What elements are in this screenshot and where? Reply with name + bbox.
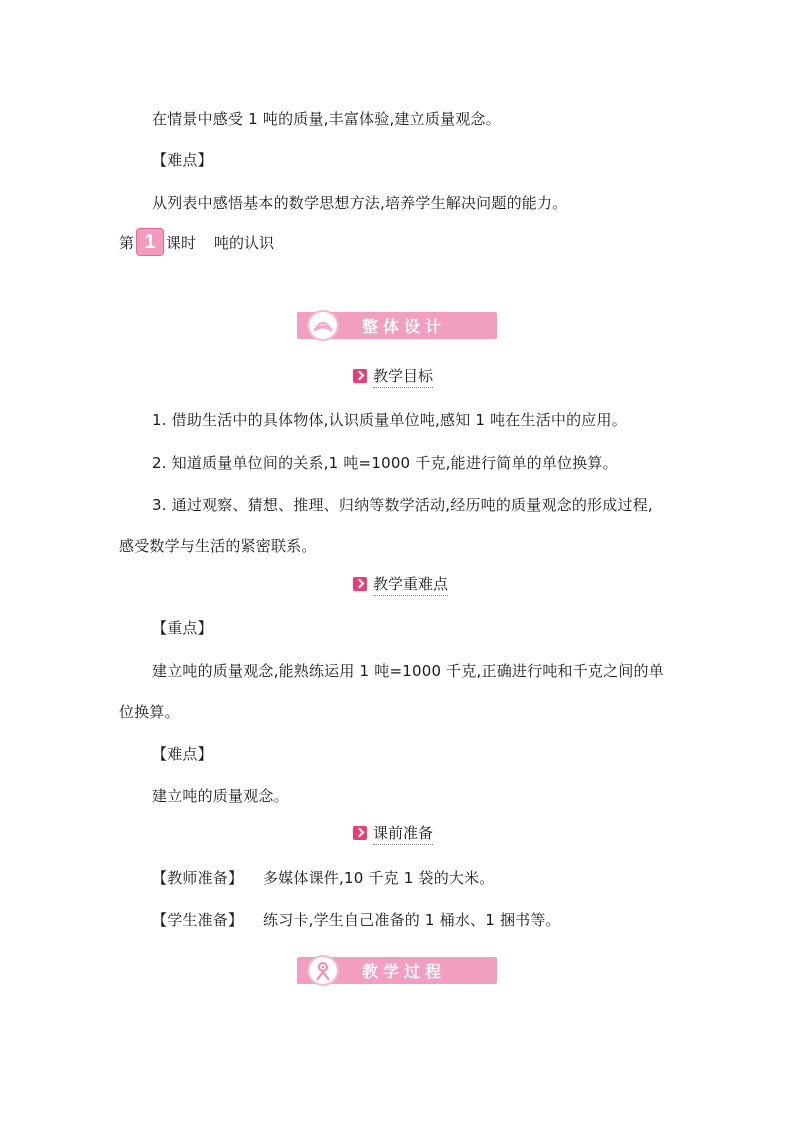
lesson-suffix: 课时 bbox=[166, 233, 197, 252]
focus-line-2: 位换算。 bbox=[119, 703, 180, 721]
difficulty-text: 建立吨的质量观念。 bbox=[152, 787, 289, 805]
student-prep-tag: 【学生准备】 bbox=[152, 911, 244, 929]
objective-item-continuation: 感受数学与生活的紧密联系。 bbox=[119, 537, 317, 555]
difficulty-tag: 【难点】 bbox=[152, 151, 213, 169]
banner-label: 教学过程 bbox=[361, 962, 446, 981]
focus-line-1: 建立吨的质量观念,能熟练运用 1 吨=1000 千克,正确进行吨和千克之间的单 bbox=[152, 662, 664, 680]
difficulty-tag: 【难点】 bbox=[152, 745, 213, 763]
section-heading: 教学重难点 bbox=[373, 573, 448, 596]
banner-overall-design bbox=[297, 312, 497, 339]
teacher-prep-tag: 【教师准备】 bbox=[152, 869, 244, 887]
focus-tag: 【重点】 bbox=[152, 619, 213, 637]
section-preparation bbox=[353, 822, 433, 844]
arrow-icon bbox=[353, 826, 367, 840]
intro-line-2: 从列表中感悟基本的数学思想方法,培养学生解决问题的能力。 bbox=[152, 194, 568, 212]
section-heading: 课前准备 bbox=[373, 822, 433, 845]
objective-item: 2. 知道质量单位间的关系,1 吨=1000 千克,能进行简单的单位换算。 bbox=[152, 454, 618, 472]
section-heading: 教学目标 bbox=[373, 365, 433, 388]
lesson-prefix: 第 bbox=[119, 233, 135, 252]
arrow-icon bbox=[353, 577, 367, 591]
banner-teaching-process bbox=[297, 957, 497, 984]
objective-item: 3. 通过观察、猜想、推理、归纳等数学活动,经历吨的质量观念的形成过程, bbox=[152, 496, 653, 514]
section-objectives bbox=[353, 365, 433, 387]
objective-item: 1. 借助生活中的具体物体,认识质量单位吨,感知 1 吨在生活中的应用。 bbox=[152, 411, 627, 429]
intro-line-1: 在情景中感受 1 吨的质量,丰富体验,建立质量观念。 bbox=[152, 110, 501, 128]
lesson-title: 吨的认识 bbox=[214, 233, 275, 252]
lesson-number-badge: 1 bbox=[136, 228, 164, 256]
section-key-points bbox=[353, 573, 448, 595]
student-prep-text: 练习卡,学生自己准备的 1 桶水、1 捆书等。 bbox=[263, 911, 561, 929]
teacher-prep-text: 多媒体课件,10 千克 1 袋的大米。 bbox=[263, 869, 495, 887]
arrow-icon bbox=[353, 369, 367, 383]
lesson-heading bbox=[119, 227, 274, 257]
banner-label: 整体设计 bbox=[361, 317, 446, 336]
